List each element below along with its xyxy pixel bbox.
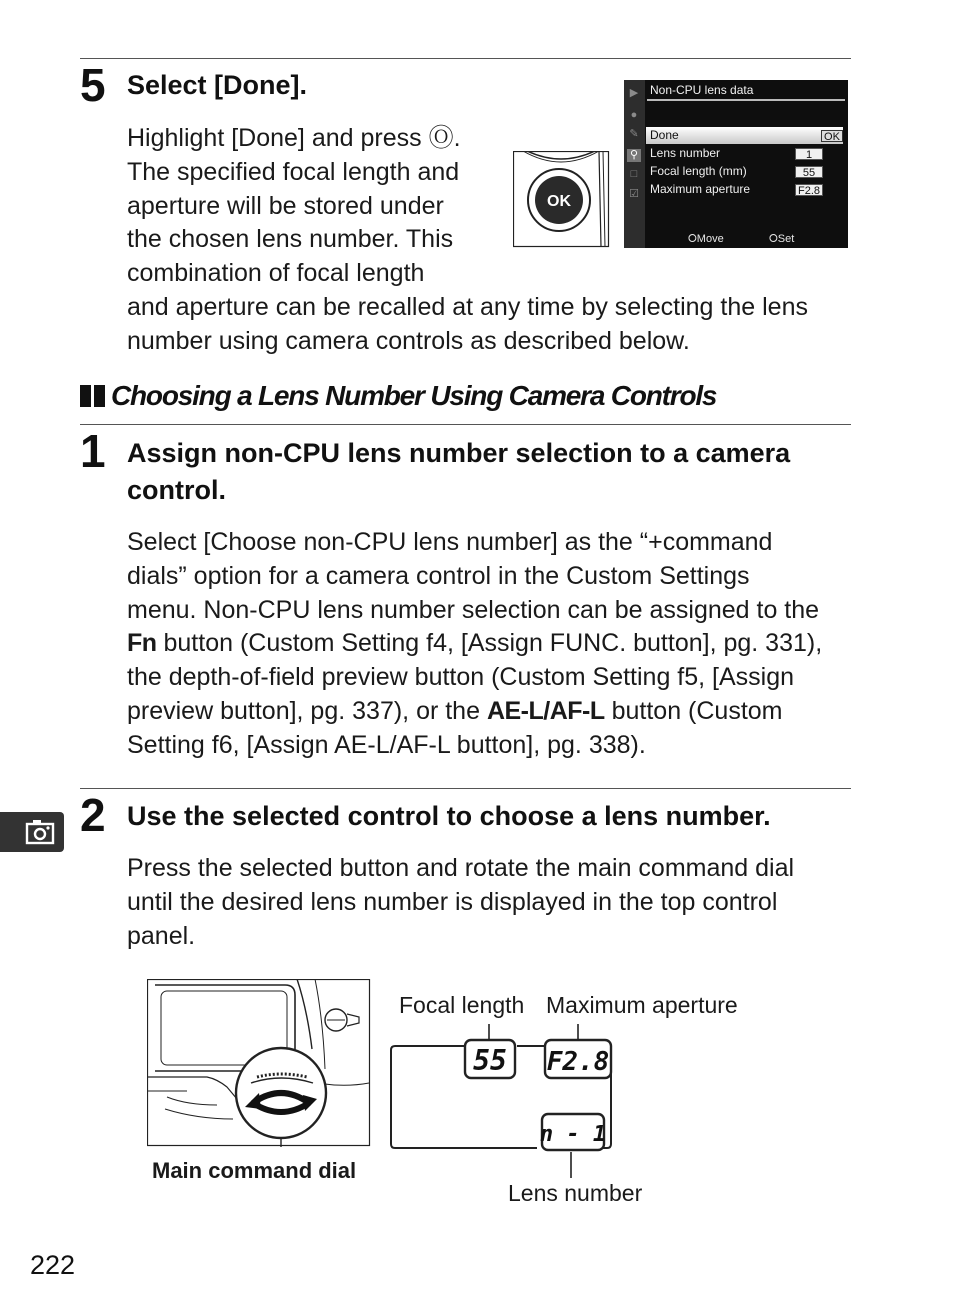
step-2-rule — [80, 788, 851, 789]
lcd-row-value: OK — [821, 130, 843, 142]
step-1-text-span: button (Custom Setting f4, [Assign FUNC. button], pg. 331), — [156, 629, 823, 658]
section-rule — [80, 424, 851, 425]
step-5-line: and aperture can be recalled at any time by selecting the lens — [127, 293, 808, 321]
retouch-menu-icon: □ — [630, 168, 638, 180]
step-1-line — [127, 695, 851, 729]
lcd-title: Non-CPU lens data — [650, 83, 754, 97]
step-2-heading: Use the selected control to choose a lens number. — [127, 801, 771, 831]
lcd-row-max-aperture[interactable] — [646, 181, 843, 198]
shooting-menu-icon: ● — [630, 109, 638, 121]
lcd-row-lens-number[interactable] — [646, 145, 843, 162]
step-2-line: until the desired lens number is displayed in the top control — [127, 887, 778, 916]
section-marker-icon — [80, 385, 105, 407]
section-title-text: Choosing a Lens Number Using Camera Controls — [111, 380, 717, 411]
step-5-heading: Select [Done]. — [127, 70, 308, 100]
ok-button-illustration — [513, 151, 610, 248]
custom-settings-icon: ✎ — [629, 128, 639, 140]
ok-button-label: OK — [547, 193, 571, 210]
step-1-heading-line: Assign non-CPU lens number selection to a camera — [127, 438, 791, 468]
step-1-line: Setting f6, [Assign AE-L/AF-L button], pg. 338). — [127, 730, 646, 759]
display-focal-length: 55 — [473, 1044, 507, 1077]
control-panel-illustration — [385, 1020, 615, 1185]
lcd-row-label: Done — [650, 128, 679, 142]
step-1-line: the depth-of-field preview button (Custom Setting f5, [Assign — [127, 663, 795, 692]
fn-button-keyword: Fn — [127, 629, 157, 658]
maximum-aperture-label: Maximum aperture — [546, 992, 738, 1018]
step-1-line: dials” option for a camera control in the Custom Settings — [127, 561, 750, 590]
playback-menu-icon: ▶ — [629, 87, 639, 99]
lens-number-label: Lens number — [508, 1180, 643, 1206]
step-5-number: 5 — [80, 59, 106, 111]
menu-rail — [624, 80, 645, 248]
top-rule — [80, 58, 851, 59]
step-1-text-span: button (Custom — [604, 696, 783, 725]
step-5-text-narrow — [127, 122, 507, 291]
step-1-line — [127, 627, 851, 661]
display-lens-number: n - 1 — [539, 1122, 607, 1147]
camera-menu-icon — [0, 812, 64, 852]
section-title — [80, 374, 716, 418]
step-2-line: panel. — [127, 921, 196, 950]
focal-length-label: Focal length — [399, 992, 525, 1018]
step-2-number: 2 — [80, 789, 106, 841]
step-5-line: number using camera controls as described below. — [127, 326, 690, 355]
lcd-footer-set: ⭘Set — [769, 233, 795, 245]
lcd-row-label: Lens number — [650, 146, 721, 160]
step-2-line: Press the selected button and rotate the main command dial — [127, 854, 795, 882]
step-2-text — [127, 852, 851, 953]
ael-afl-button-keyword: AE-L/AF-L — [486, 696, 605, 725]
step-1-line: Select [Choose non-CPU lens number] as the “+command — [127, 528, 773, 556]
lcd-row-value: F2.8 — [795, 184, 823, 196]
setup-menu-icon: ⚲ — [627, 149, 641, 162]
step-1-heading-line: control. — [127, 475, 226, 505]
step-5-text-wide — [127, 291, 851, 359]
main-command-dial-label: Main command dial — [152, 1158, 357, 1183]
lcd-row-label: Focal length (mm) — [650, 164, 747, 178]
lcd-footer-move: ⭘Move — [688, 233, 724, 245]
lcd-row-focal-length[interactable] — [646, 163, 843, 180]
step-1-number: 1 — [80, 425, 106, 477]
page-number: 222 — [30, 1250, 76, 1280]
display-aperture: F2.8 — [546, 1047, 610, 1077]
step-1-text-span: preview button], pg. 337), or the — [127, 696, 487, 725]
main-command-dial-illustration — [147, 979, 371, 1147]
lcd-row-label: Maximum aperture — [650, 182, 751, 196]
step-5-line: Highlight [Done] and press Ⓞ. — [127, 124, 461, 152]
step-1-text — [127, 526, 851, 763]
my-menu-icon: ☑ — [629, 188, 639, 200]
lcd-row-value: 55 — [795, 166, 823, 178]
lcd-title-underline — [647, 99, 845, 101]
lcd-row-value: 1 — [795, 148, 823, 160]
lcd-row-done[interactable] — [646, 127, 843, 144]
step-5-line: combination of focal length — [127, 259, 425, 288]
shooting-chapter-tab — [0, 812, 64, 852]
lcd-screen — [624, 80, 848, 248]
step-5-line: aperture will be stored under — [127, 191, 444, 220]
step-5-line: The specified focal length and — [127, 157, 460, 186]
step-5-line: the chosen lens number. This — [127, 225, 454, 254]
step-1-line: menu. Non-CPU lens number selection can be assigned to the — [127, 595, 820, 624]
step-1-heading — [127, 435, 851, 509]
